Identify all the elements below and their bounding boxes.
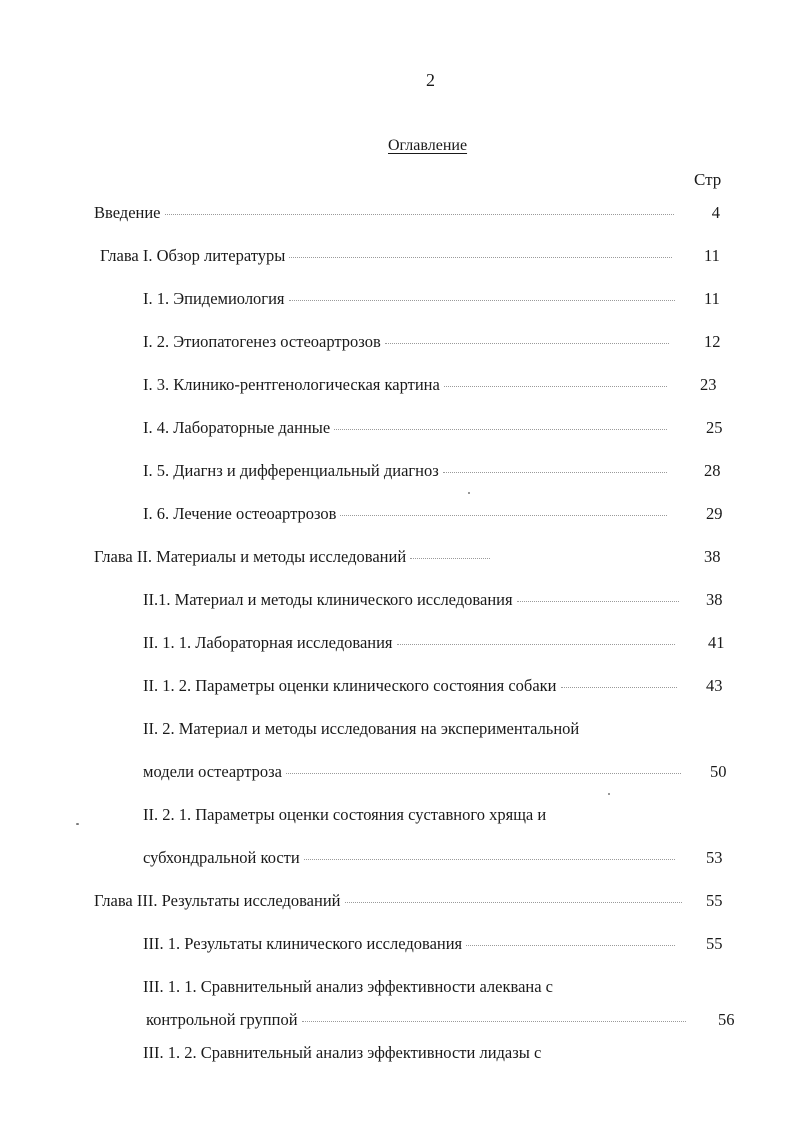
toc-title: Оглавление [388, 137, 468, 154]
toc-entry-label: I. 3. Клинико-рентгенологическая картина [143, 375, 440, 394]
toc-entry [94, 203, 678, 223]
leader-dots [286, 772, 681, 774]
leader-dots [340, 514, 667, 516]
toc-entry-label: I. 2. Этиопатогенез остеоартрозов [143, 332, 381, 351]
toc-entry-label: Введение [94, 203, 161, 222]
leader-dots [165, 213, 674, 215]
leader-dots [410, 557, 490, 559]
toc-entry-label-line1: II. 2. 1. Параметры оценки состояния суставного хряща и [143, 805, 547, 824]
toc-entry-label: I. 4. Лабораторные данные [143, 418, 331, 437]
toc-entry [143, 848, 679, 868]
toc-entry-label: II. 1. 2. Параметры оценки клинического состояния собаки [143, 676, 557, 695]
toc-entry-label: II.1. Материал и методы клинического исследования [143, 590, 513, 609]
toc-entry [143, 762, 685, 782]
toc-entry-page: 41 [708, 633, 725, 652]
toc-entry [143, 676, 681, 696]
page-number: 2 [426, 70, 435, 90]
leader-dots [334, 428, 667, 430]
toc-entry-label: I. 6. Лечение остеоартрозов [143, 504, 337, 523]
leader-dots [443, 471, 667, 473]
toc-entry-label: субхондральной кости [143, 848, 300, 867]
leader-dots [466, 944, 675, 946]
leader-dots [289, 299, 676, 301]
toc-entry-page: 53 [706, 848, 723, 867]
toc-entry-label: I. 1. Эпидемиология [143, 289, 285, 308]
leader-dots [444, 385, 667, 387]
leader-dots [561, 686, 678, 688]
leader-dots [345, 901, 682, 903]
toc-entry-page: 25 [706, 418, 723, 437]
leader-dots [302, 1020, 686, 1022]
toc-entry-page: 56 [718, 1010, 735, 1029]
toc-entry [143, 633, 679, 653]
toc-entry-label: III. 1. Результаты клинического исследования [143, 934, 463, 953]
leader-dots [517, 600, 679, 602]
toc-entry-label: контрольной группой [146, 1010, 298, 1029]
toc-entry [143, 375, 671, 395]
toc-entry [100, 246, 676, 266]
toc-entry-page: 11 [704, 289, 720, 308]
toc-entry [143, 332, 673, 352]
toc-entry-page: 4 [711, 203, 720, 222]
toc-entry [143, 590, 683, 610]
toc-entry [143, 461, 671, 481]
scan-speck [468, 492, 470, 494]
toc-entry-page: 55 [706, 891, 723, 910]
toc-entry [94, 547, 494, 567]
toc-entry-label: II. 1. 1. Лабораторная исследования [143, 633, 393, 652]
scan-speck [608, 793, 610, 795]
leader-dots [385, 342, 669, 344]
toc-entry-label: модели остеартроза [143, 762, 282, 781]
leader-dots [289, 256, 672, 258]
toc-entry [143, 934, 679, 954]
toc-entry-page-wrap [680, 203, 720, 223]
toc-entry-label: Глава II. Материалы и методы исследований [94, 547, 407, 566]
toc-entry-page: 28 [704, 461, 721, 480]
toc-entry-page: 55 [706, 934, 723, 953]
toc-entry-page: 38 [706, 590, 723, 609]
toc-entry-label: Глава III. Результаты исследований [94, 891, 341, 910]
toc-entry-label-line1: II. 2. Материал и методы исследования на экспериментальной [143, 719, 580, 738]
toc-entry-page: 50 [710, 762, 727, 781]
toc-entry [143, 289, 679, 309]
leader-dots [397, 643, 675, 645]
leader-dots [304, 858, 675, 860]
toc-entry-label: III. 1. 2. Сравнительный анализ эффективности лидазы с [143, 1043, 542, 1062]
toc-entry-label: I. 5. Диагнз и дифференциальный диагноз [143, 461, 439, 480]
toc-entry [143, 418, 671, 438]
page-column-header: Стр [694, 170, 722, 189]
toc-entry [94, 891, 686, 911]
toc-entry-page: 11 [704, 246, 720, 265]
toc-entry-page: 38 [704, 547, 721, 566]
toc-entry-page: 12 [704, 332, 721, 351]
toc-entry-label-line1: III. 1. 1. Сравнительный анализ эффективности алеквана с [143, 977, 554, 996]
toc-entry [146, 1010, 690, 1030]
toc-entry-page: 43 [706, 676, 723, 695]
toc-entry-page: 23 [700, 375, 717, 394]
toc-entry [143, 504, 671, 524]
toc-entry-label: Глава I. Обзор литературы [100, 246, 286, 265]
scan-speck [76, 823, 79, 825]
toc-entry-page: 29 [706, 504, 723, 523]
